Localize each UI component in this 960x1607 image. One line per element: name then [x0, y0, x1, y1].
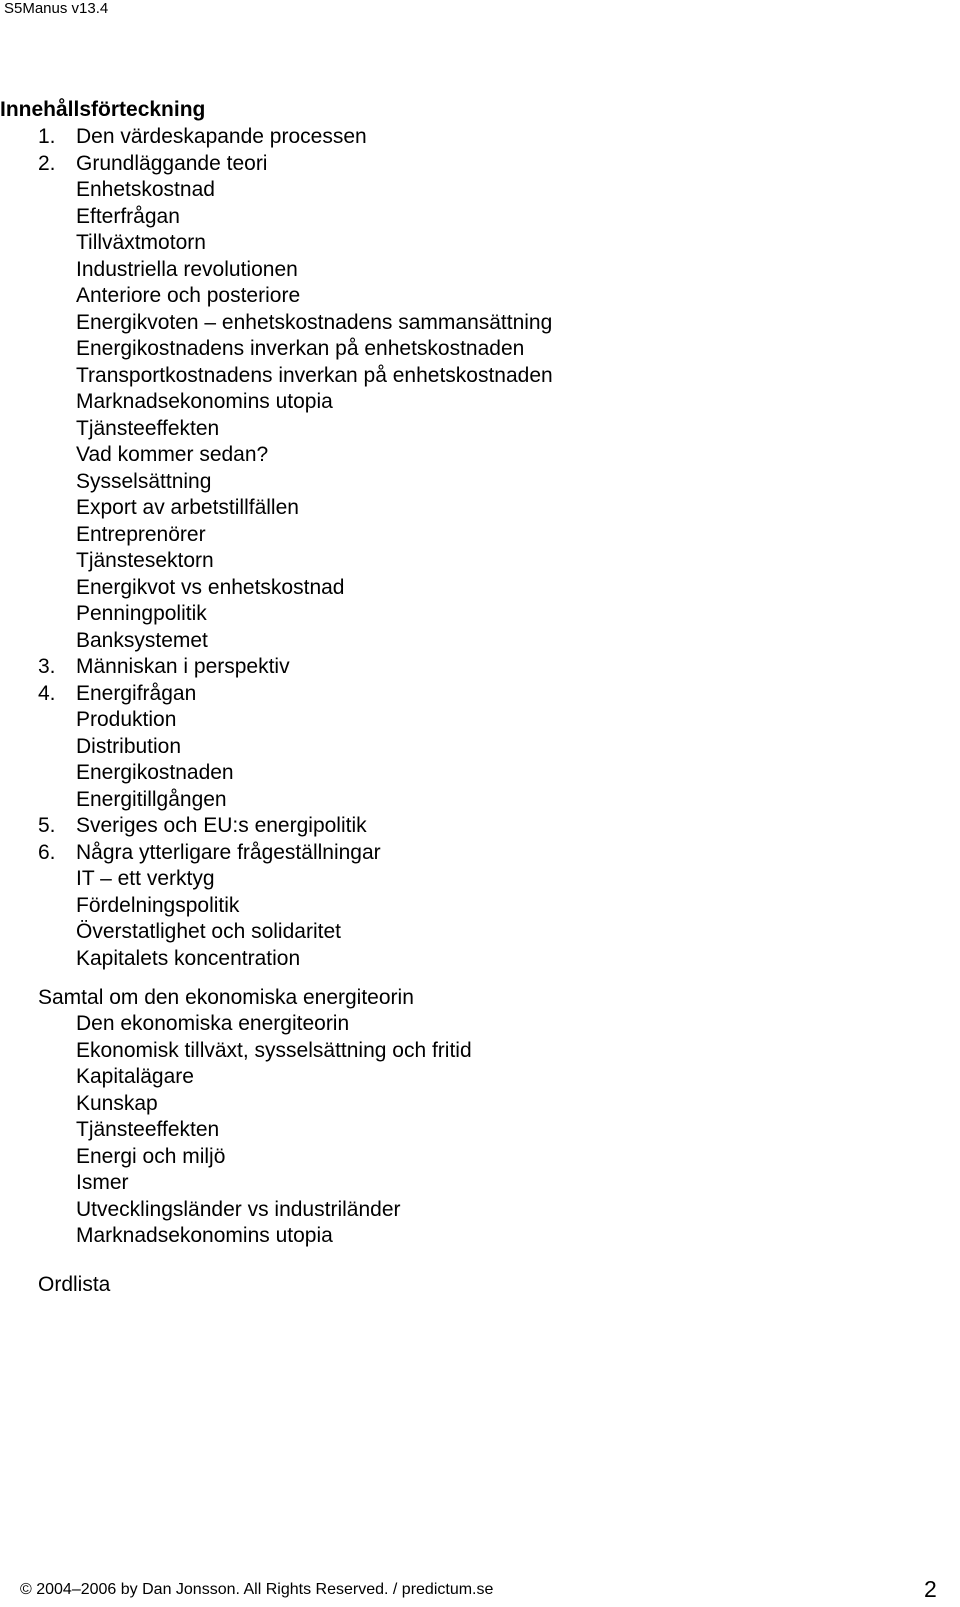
toc-item-label: Energikvoten – enhetskostnadens sammansättning — [76, 310, 553, 334]
samtal-item-label: Kunskap — [76, 1091, 158, 1115]
toc-item-label: Anteriore och posteriore — [76, 284, 301, 307]
toc-item-number: 6. — [38, 840, 56, 864]
samtal-item-label: Ismer — [76, 1171, 129, 1194]
footer-copyright: © 2004–2006 by Dan Jonsson. All Rights Reserved. / predictum.se — [20, 1581, 494, 1598]
samtal-item-label: Utvecklingsländer vs industriländer — [76, 1197, 401, 1221]
toc-item-number: 2. — [38, 151, 56, 175]
toc-item-label: Penningpolitik — [76, 602, 207, 625]
toc-item-label: Transportkostnadens inverkan på enhetskostnaden — [76, 363, 553, 387]
samtal-item-label: Ekonomisk tillväxt, sysselsättning och fritid — [76, 1038, 472, 1062]
ordlista-title: Ordlista — [38, 1273, 111, 1296]
toc-item-label: Energifrågan — [76, 681, 197, 705]
toc-item-label: Marknadsekonomins utopia — [76, 390, 333, 413]
samtal-item-label: Den ekonomiska energiteorin — [76, 1012, 350, 1035]
samtal-item-label: Tjänsteeffekten — [76, 1118, 220, 1141]
toc-item-label: Efterfrågan — [76, 204, 180, 228]
toc-item-label: Tillväxtmotorn — [76, 231, 206, 254]
toc-item-label: Tjänsteeffekten — [76, 416, 220, 440]
toc-item-label: Sveriges och EU:s energipolitik — [76, 814, 367, 837]
document-header: S5Manus v13.4 — [4, 0, 109, 17]
page-number: 2 — [924, 1576, 937, 1602]
toc-item-label: Energikvot vs enhetskostnad — [76, 575, 345, 599]
samtal-item-label: Energi och miljö — [76, 1144, 226, 1168]
toc-item-label: Vad kommer sedan? — [76, 443, 269, 466]
toc-item-label: Enhetskostnad — [76, 178, 215, 201]
toc-item-label: Entreprenörer — [76, 522, 206, 546]
toc-item-label: Export av arbetstillfällen — [76, 496, 299, 519]
toc-item-label: Några ytterligare frågeställningar — [76, 840, 381, 864]
toc-item-label: Industriella revolutionen — [76, 257, 298, 281]
toc-item-label: Människan i perspektiv — [76, 655, 290, 678]
toc-item-label: Banksystemet — [76, 628, 208, 652]
samtal-section-title: Samtal om den ekonomiska energiteorin — [38, 986, 414, 1009]
toc-item-label: Den värdeskapande processen — [76, 125, 367, 148]
toc-item-label: Grundläggande teori — [76, 151, 268, 175]
samtal-item-label: Marknadsekonomins utopia — [76, 1224, 333, 1247]
toc-item-number: 4. — [38, 681, 56, 705]
toc-item-label: Sysselsättning — [76, 469, 212, 493]
samtal-item-label: Kapitalägare — [76, 1065, 194, 1088]
toc-item-label: Fördelningspolitik — [76, 893, 240, 917]
toc-item-label: IT – ett verktyg — [76, 867, 215, 890]
toc-item-label: Tjänstesektorn — [76, 549, 214, 572]
toc-item-number: 1. — [38, 125, 56, 148]
toc-item-number: 5. — [38, 814, 56, 837]
toc-item-label: Energikostnadens inverkan på enhetskostnaden — [76, 337, 525, 360]
toc-item-label: Produktion — [76, 708, 177, 731]
toc-item-label: Energitillgången — [76, 787, 227, 811]
toc-item-label: Energikostnaden — [76, 761, 234, 784]
toc-item-label: Kapitalets koncentration — [76, 946, 301, 970]
toc-title: Innehållsförteckning — [0, 98, 206, 121]
toc-item-label: Överstatlighet och solidaritet — [76, 920, 341, 943]
toc-item-number: 3. — [38, 655, 56, 678]
toc-item-label: Distribution — [76, 734, 182, 758]
